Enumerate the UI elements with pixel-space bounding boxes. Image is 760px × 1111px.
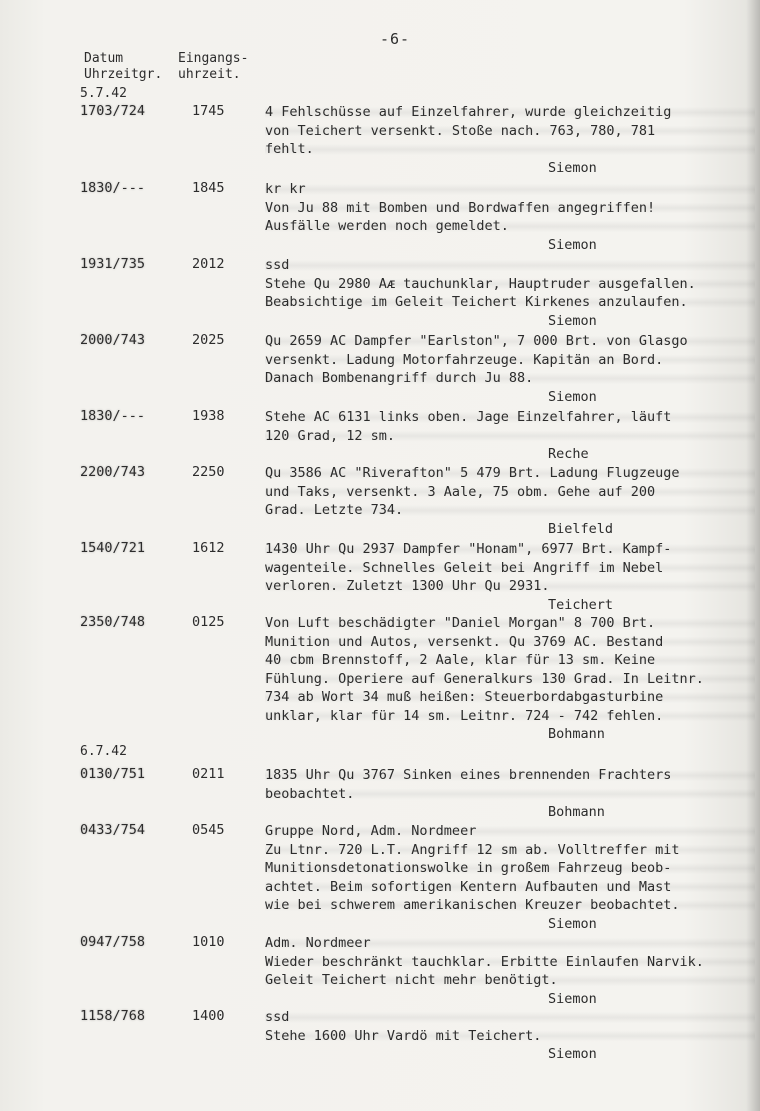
entry-signature: Bohmann xyxy=(548,726,605,742)
entry-signature: Siemon xyxy=(548,990,597,1007)
entry-datetime: 1830/--- xyxy=(80,408,146,424)
message-line: Fühlung. Operiere auf Generalkurs 130 Grad. In Leitnr. xyxy=(265,670,755,689)
entry-message xyxy=(265,103,755,177)
message-line: 4 Fehlschüsse auf Einzelfahrer, wurde gleichzeitig xyxy=(265,103,755,122)
message-line: fehlt. xyxy=(265,140,755,159)
entry-signature: Siemon xyxy=(548,312,597,329)
message-line: Zu Ltnr. 720 L.T. Angriff 12 sm ab. Volltreffer mit xyxy=(265,841,755,860)
entry-received-time: 1938 xyxy=(192,408,225,424)
entry-message xyxy=(265,614,755,744)
message-line: Adm. Nordmeer xyxy=(265,934,755,953)
entry-message xyxy=(265,332,755,406)
column-header-eingang-line: uhrzeit. xyxy=(178,67,241,82)
message-line: Stehe AC 6131 links oben. Jage Einzelfahrer, läuft xyxy=(265,408,755,427)
message-line: von Teichert versenkt. Stoße nach. 763, 780, 781 xyxy=(265,122,755,141)
message-line: und Taks, versenkt. 3 Aale, 75 obm. Gehe auf 200 xyxy=(265,483,755,502)
entry-received-time: 2012 xyxy=(192,256,225,272)
message-line: Stehe Qu 2980 Aᴁ tauchunklar, Hauptruder ausgefallen. xyxy=(265,275,755,294)
message-line: Stehe 1600 Uhr Vardö mit Teichert. xyxy=(265,1027,755,1046)
entry-message xyxy=(265,464,755,538)
message-line: Wieder beschränkt tauchklar. Erbitte Einlaufen Narvik. xyxy=(265,953,755,972)
message-line: Gruppe Nord, Adm. Nordmeer xyxy=(265,822,755,841)
message-line: Ausfälle werden noch gemeldet. xyxy=(265,217,755,236)
entry-received-time: 1010 xyxy=(192,934,225,950)
message-line: achtet. Beim sofortigen Kentern Aufbauten und Mast xyxy=(265,878,755,897)
entry-received-time: 0211 xyxy=(192,766,225,782)
entry-received-time: 1745 xyxy=(192,103,225,119)
message-line: Von Luft beschädigter "Daniel Morgan" 8 700 Brt. xyxy=(265,614,755,633)
column-header-datum xyxy=(84,51,162,83)
message-line: beobachtet. xyxy=(265,785,755,804)
column-header-eingang xyxy=(178,51,248,83)
entry-received-time: 2250 xyxy=(192,464,225,480)
entry-datetime: 2200/743 xyxy=(80,464,146,480)
entry-received-time: 1612 xyxy=(192,540,225,556)
message-line: 120 Grad, 12 sm. xyxy=(265,427,755,446)
entry-datetime: 1931/735 xyxy=(80,256,146,272)
entry-received-time: 0545 xyxy=(192,822,225,838)
entry-datetime: 1540/721 xyxy=(80,540,146,556)
message-line: Geleit Teichert nicht mehr benötigt. xyxy=(265,971,755,990)
entry-message xyxy=(265,1008,755,1064)
day-label: 6.7.42 xyxy=(80,744,127,759)
entry-signature: Bohmann xyxy=(548,804,605,820)
message-line: Grad. Letzte 734. xyxy=(265,501,755,520)
message-line: 734 ab Wort 34 muß heißen: Steuerbordabgasturbine xyxy=(265,688,755,707)
entry-datetime: 2350/748 xyxy=(80,614,146,630)
message-line: 1430 Uhr Qu 2937 Dampfer "Honam", 6977 Brt. Kampf- xyxy=(265,540,755,559)
entry-received-time: 2025 xyxy=(192,332,225,348)
day-label: 5.7.42 xyxy=(80,86,127,101)
message-line: Danach Bombenangriff durch Ju 88. xyxy=(265,369,755,388)
entry-message xyxy=(265,180,755,254)
entry-datetime: 0433/754 xyxy=(80,822,146,838)
entry-signature: Siemon xyxy=(548,236,597,253)
entry-signature: Siemon xyxy=(548,915,597,932)
entry-received-time: 1845 xyxy=(192,180,225,196)
page-number: -6- xyxy=(380,30,411,48)
entry-datetime: 1158/768 xyxy=(80,1008,146,1024)
column-header-datum-line: Datum xyxy=(84,51,124,66)
message-line: ssd xyxy=(265,256,755,275)
entry-signature: Siemon xyxy=(548,159,597,176)
entry-datetime: 2000/743 xyxy=(80,332,146,348)
message-line: 1835 Uhr Qu 3767 Sinken eines brennenden Frachters xyxy=(265,766,755,785)
entry-message xyxy=(265,256,755,330)
entry-message xyxy=(265,540,755,614)
entry-received-time: 1400 xyxy=(192,1008,225,1024)
message-line: Qu 2659 AC Dampfer "Earlston", 7 000 Brt. von Glasgo xyxy=(265,332,755,351)
message-line: Qu 3586 AC "Riverafton" 5 479 Brt. Ladung Flugzeuge xyxy=(265,464,755,483)
message-line: unklar, klar für 14 sm. Leitnr. 724 - 742 fehlen. xyxy=(265,707,755,726)
entry-signature: Siemon xyxy=(548,1046,597,1062)
entry-message xyxy=(265,934,755,1008)
message-line: wagenteile. Schnelles Geleit bei Angriff im Nebel xyxy=(265,559,755,578)
entry-datetime: 1703/724 xyxy=(80,103,146,119)
message-line: 40 cbm Brennstoff, 2 Aale, klar für 13 sm. Keine xyxy=(265,651,755,670)
entry-datetime: 1830/--- xyxy=(80,180,146,196)
message-line: Von Ju 88 mit Bomben und Bordwaffen angegriffen! xyxy=(265,199,755,218)
message-line: kr kr xyxy=(265,180,755,199)
entry-signature: Teichert xyxy=(548,596,614,613)
message-line: verloren. Zuletzt 1300 Uhr Qu 2931. xyxy=(265,577,755,596)
entry-received-time: 0125 xyxy=(192,614,225,630)
entry-message xyxy=(265,822,755,933)
entry-signature: Reche xyxy=(548,446,589,462)
entry-datetime: 0130/751 xyxy=(80,766,146,782)
message-line: Munitionsdetonationswolke in großem Fahrzeug beob- xyxy=(265,859,755,878)
message-line: versenkt. Ladung Motorfahrzeuge. Kapitän an Bord. xyxy=(265,351,755,370)
entry-signature: Siemon xyxy=(548,388,597,405)
column-header-datum-line: Uhrzeitgr. xyxy=(84,67,163,82)
entry-message xyxy=(265,408,755,464)
message-line: wie bei schwerem amerikanischen Kreuzer beobachtet. xyxy=(265,896,755,915)
entry-signature: Bielfeld xyxy=(548,520,614,537)
message-line: Munition und Autos, versenkt. Qu 3769 AC. Bestand xyxy=(265,633,755,652)
entry-message xyxy=(265,766,755,822)
message-line: Beabsichtige im Geleit Teichert Kirkenes anzulaufen. xyxy=(265,293,755,312)
column-header-eingang-line: Eingangs- xyxy=(178,51,249,66)
entry-datetime: 0947/758 xyxy=(80,934,146,950)
message-line: ssd xyxy=(265,1008,755,1027)
